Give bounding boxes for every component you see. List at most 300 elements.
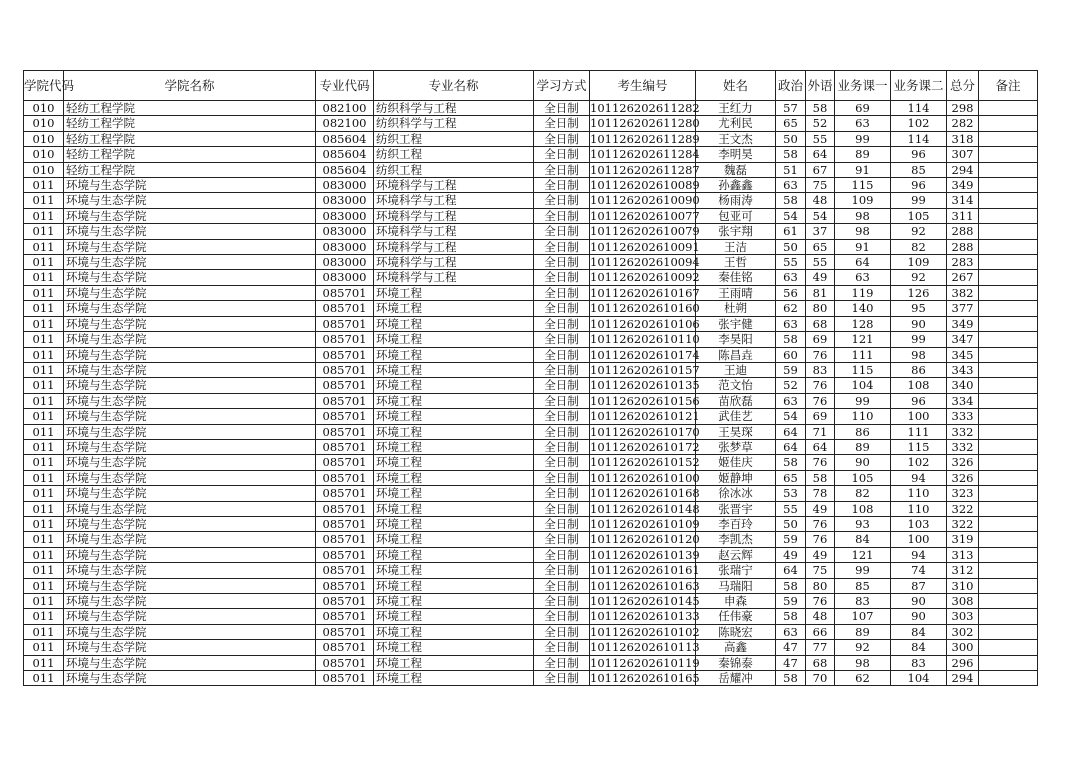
subject-2-score-cell: 114 — [891, 131, 947, 146]
table-row — [24, 516, 1038, 531]
major-code-cell: 085701 — [316, 563, 374, 578]
student-name-cell: 徐冰冰 — [696, 486, 776, 501]
admission-table — [23, 70, 1038, 686]
remarks-cell — [979, 101, 1038, 116]
college-code-cell: 011 — [24, 270, 64, 285]
subject-2-score-cell: 84 — [891, 624, 947, 639]
college-name-cell: 环境与生态学院 — [64, 393, 316, 408]
study-mode-cell: 全日制 — [534, 239, 590, 254]
candidate-id-cell: 101126202610106 — [590, 316, 700, 331]
subject-1-score-cell: 91 — [835, 239, 891, 254]
subject-1-score-cell: 98 — [835, 655, 891, 670]
college-name-cell: 环境与生态学院 — [64, 193, 316, 208]
politics-score-cell: 58 — [776, 332, 806, 347]
subject-2-score-cell: 90 — [891, 594, 947, 609]
college-name-cell: 环境与生态学院 — [64, 270, 316, 285]
politics-score-cell: 64 — [776, 563, 806, 578]
study-mode-cell: 全日制 — [534, 255, 590, 270]
candidate-id-cell: 101126202610094 — [590, 255, 700, 270]
table-row — [24, 131, 1038, 146]
major-name-cell: 环境工程 — [374, 332, 534, 347]
college-code-cell: 011 — [24, 486, 64, 501]
major-code-cell: 085701 — [316, 470, 374, 485]
remarks-cell — [979, 439, 1038, 454]
politics-score-cell: 57 — [776, 101, 806, 116]
total-score-cell: 302 — [947, 624, 979, 639]
subject-2-score-cell: 96 — [891, 147, 947, 162]
candidate-id-cell: 101126202610091 — [590, 239, 700, 254]
subject-1-score-cell: 92 — [835, 640, 891, 655]
candidate-id-cell: 101126202610161 — [590, 563, 700, 578]
candidate-id-cell: 101126202610079 — [590, 224, 700, 239]
politics-score-cell: 52 — [776, 378, 806, 393]
study-mode-cell: 全日制 — [534, 532, 590, 547]
major-code-cell: 085604 — [316, 147, 374, 162]
major-code-cell: 085701 — [316, 362, 374, 377]
subject-1-score-cell: 90 — [835, 455, 891, 470]
college-name-cell: 轻纺工程学院 — [64, 162, 316, 177]
subject-1-score-cell: 140 — [835, 301, 891, 316]
college-code-cell: 011 — [24, 578, 64, 593]
subject-2-score-cell: 100 — [891, 409, 947, 424]
subject-2-score-cell: 86 — [891, 362, 947, 377]
politics-score-cell: 54 — [776, 409, 806, 424]
major-name-cell: 环境工程 — [374, 609, 534, 624]
subject-2-score-cell: 82 — [891, 239, 947, 254]
student-name-cell: 马瑞阳 — [696, 578, 776, 593]
remarks-cell — [979, 378, 1038, 393]
table-row — [24, 224, 1038, 239]
politics-score-cell: 64 — [776, 439, 806, 454]
remarks-cell — [979, 516, 1038, 531]
subject-2-score-cell: 84 — [891, 640, 947, 655]
student-name-cell: 申森 — [696, 594, 776, 609]
college-name-cell: 环境与生态学院 — [64, 594, 316, 609]
college-name-cell: 环境与生态学院 — [64, 424, 316, 439]
study-mode-cell: 全日制 — [534, 147, 590, 162]
student-name-cell: 李明昊 — [696, 147, 776, 162]
candidate-id-cell: 101126202610077 — [590, 208, 700, 223]
college-name-cell: 环境与生态学院 — [64, 455, 316, 470]
subject-2-score-cell: 111 — [891, 424, 947, 439]
student-name-cell: 王洁 — [696, 239, 776, 254]
total-score-cell: 349 — [947, 316, 979, 331]
remarks-cell — [979, 316, 1038, 331]
college-name-cell: 环境与生态学院 — [64, 409, 316, 424]
politics-score-cell: 47 — [776, 640, 806, 655]
candidate-id-cell: 101126202610119 — [590, 655, 700, 670]
college-name-cell: 环境与生态学院 — [64, 378, 316, 393]
subject-2-score-cell: 110 — [891, 486, 947, 501]
major-code-cell: 085701 — [316, 332, 374, 347]
student-name-cell: 张宇健 — [696, 316, 776, 331]
college-name-cell: 环境与生态学院 — [64, 362, 316, 377]
foreign-language-score-cell: 77 — [806, 640, 835, 655]
major-name-cell: 环境工程 — [374, 362, 534, 377]
foreign-language-score-cell: 76 — [806, 516, 835, 531]
candidate-id-cell: 101126202610174 — [590, 347, 700, 362]
total-score-cell: 313 — [947, 547, 979, 562]
college-name-cell: 环境与生态学院 — [64, 671, 316, 686]
student-name-cell: 包亚可 — [696, 208, 776, 223]
foreign-language-score-cell: 69 — [806, 409, 835, 424]
table-row — [24, 193, 1038, 208]
major-name-cell: 环境工程 — [374, 316, 534, 331]
study-mode-cell: 全日制 — [534, 101, 590, 116]
table-row — [24, 563, 1038, 578]
table-row — [24, 532, 1038, 547]
candidate-id-cell: 101126202610110 — [590, 332, 700, 347]
major-name-cell: 环境工程 — [374, 516, 534, 531]
foreign-language-score-cell: 75 — [806, 563, 835, 578]
college-name-cell: 环境与生态学院 — [64, 470, 316, 485]
study-mode-cell: 全日制 — [534, 332, 590, 347]
college-code-cell: 011 — [24, 332, 64, 347]
college-name-cell: 环境与生态学院 — [64, 316, 316, 331]
study-mode-cell: 全日制 — [534, 671, 590, 686]
subject-1-score-cell: 89 — [835, 147, 891, 162]
remarks-cell — [979, 501, 1038, 516]
student-name-cell: 赵云辉 — [696, 547, 776, 562]
college-code-cell: 011 — [24, 316, 64, 331]
candidate-id-cell: 101126202610148 — [590, 501, 700, 516]
politics-score-cell: 63 — [776, 178, 806, 193]
total-score-cell: 349 — [947, 178, 979, 193]
col-header-subject-2: 业务课二 — [891, 71, 947, 101]
politics-score-cell: 58 — [776, 147, 806, 162]
remarks-cell — [979, 455, 1038, 470]
foreign-language-score-cell: 66 — [806, 624, 835, 639]
candidate-id-cell: 101126202611284 — [590, 147, 700, 162]
table-row — [24, 316, 1038, 331]
candidate-id-cell: 101126202610156 — [590, 393, 700, 408]
foreign-language-score-cell: 54 — [806, 208, 835, 223]
foreign-language-score-cell: 68 — [806, 316, 835, 331]
student-name-cell: 岳耀冲 — [696, 671, 776, 686]
subject-1-score-cell: 98 — [835, 224, 891, 239]
subject-2-score-cell: 104 — [891, 671, 947, 686]
candidate-id-cell: 101126202610152 — [590, 455, 700, 470]
college-code-cell: 011 — [24, 424, 64, 439]
total-score-cell: 333 — [947, 409, 979, 424]
student-name-cell: 杨雨涛 — [696, 193, 776, 208]
politics-score-cell: 55 — [776, 255, 806, 270]
total-score-cell: 319 — [947, 532, 979, 547]
politics-score-cell: 58 — [776, 193, 806, 208]
college-name-cell: 环境与生态学院 — [64, 547, 316, 562]
major-code-cell: 085604 — [316, 131, 374, 146]
student-name-cell: 张梦草 — [696, 439, 776, 454]
remarks-cell — [979, 655, 1038, 670]
subject-2-score-cell: 105 — [891, 208, 947, 223]
major-code-cell: 083000 — [316, 193, 374, 208]
college-code-cell: 011 — [24, 455, 64, 470]
student-name-cell: 王雨晴 — [696, 285, 776, 300]
candidate-id-cell: 101126202610160 — [590, 301, 700, 316]
subject-1-score-cell: 63 — [835, 270, 891, 285]
subject-1-score-cell: 62 — [835, 671, 891, 686]
table-row — [24, 362, 1038, 377]
subject-1-score-cell: 121 — [835, 332, 891, 347]
major-code-cell: 085701 — [316, 516, 374, 531]
major-code-cell: 085701 — [316, 578, 374, 593]
major-name-cell: 环境工程 — [374, 594, 534, 609]
college-code-cell: 011 — [24, 393, 64, 408]
subject-2-score-cell: 126 — [891, 285, 947, 300]
politics-score-cell: 59 — [776, 532, 806, 547]
college-code-cell: 011 — [24, 671, 64, 686]
study-mode-cell: 全日制 — [534, 316, 590, 331]
major-name-cell: 纺织工程 — [374, 131, 534, 146]
remarks-cell — [979, 162, 1038, 177]
student-name-cell: 李凯杰 — [696, 532, 776, 547]
college-code-cell: 011 — [24, 624, 64, 639]
politics-score-cell: 65 — [776, 470, 806, 485]
remarks-cell — [979, 424, 1038, 439]
subject-2-score-cell: 114 — [891, 101, 947, 116]
subject-1-score-cell: 63 — [835, 116, 891, 131]
total-score-cell: 267 — [947, 270, 979, 285]
table-row — [24, 301, 1038, 316]
subject-1-score-cell: 89 — [835, 439, 891, 454]
student-name-cell: 王文杰 — [696, 131, 776, 146]
subject-1-score-cell: 64 — [835, 255, 891, 270]
study-mode-cell: 全日制 — [534, 116, 590, 131]
subject-1-score-cell: 91 — [835, 162, 891, 177]
remarks-cell — [979, 347, 1038, 362]
remarks-cell — [979, 409, 1038, 424]
major-name-cell: 环境工程 — [374, 532, 534, 547]
major-name-cell: 环境工程 — [374, 578, 534, 593]
subject-2-score-cell: 110 — [891, 501, 947, 516]
foreign-language-score-cell: 76 — [806, 347, 835, 362]
remarks-cell — [979, 578, 1038, 593]
study-mode-cell: 全日制 — [534, 516, 590, 531]
student-name-cell: 王红力 — [696, 101, 776, 116]
subject-2-score-cell: 103 — [891, 516, 947, 531]
remarks-cell — [979, 609, 1038, 624]
major-code-cell: 085701 — [316, 409, 374, 424]
major-code-cell: 085701 — [316, 671, 374, 686]
major-name-cell: 环境工程 — [374, 285, 534, 300]
major-name-cell: 纺织工程 — [374, 162, 534, 177]
table-row — [24, 439, 1038, 454]
subject-2-score-cell: 102 — [891, 116, 947, 131]
foreign-language-score-cell: 71 — [806, 424, 835, 439]
major-name-cell: 环境工程 — [374, 671, 534, 686]
major-code-cell: 085701 — [316, 316, 374, 331]
college-code-cell: 011 — [24, 563, 64, 578]
college-name-cell: 轻纺工程学院 — [64, 101, 316, 116]
total-score-cell: 343 — [947, 362, 979, 377]
subject-1-score-cell: 119 — [835, 285, 891, 300]
major-code-cell: 083000 — [316, 270, 374, 285]
college-name-cell: 环境与生态学院 — [64, 332, 316, 347]
politics-score-cell: 58 — [776, 671, 806, 686]
politics-score-cell: 60 — [776, 347, 806, 362]
college-code-cell: 011 — [24, 224, 64, 239]
total-score-cell: 332 — [947, 439, 979, 454]
major-name-cell: 环境工程 — [374, 409, 534, 424]
subject-1-score-cell: 84 — [835, 532, 891, 547]
foreign-language-score-cell: 37 — [806, 224, 835, 239]
major-name-cell: 环境工程 — [374, 378, 534, 393]
remarks-cell — [979, 624, 1038, 639]
col-header-college-code: 学院代码 — [24, 71, 64, 101]
college-name-cell: 轻纺工程学院 — [64, 131, 316, 146]
remarks-cell — [979, 532, 1038, 547]
subject-1-score-cell: 105 — [835, 470, 891, 485]
student-name-cell: 苗欣磊 — [696, 393, 776, 408]
remarks-cell — [979, 208, 1038, 223]
remarks-cell — [979, 486, 1038, 501]
remarks-cell — [979, 640, 1038, 655]
subject-1-score-cell: 99 — [835, 131, 891, 146]
major-code-cell: 085701 — [316, 439, 374, 454]
major-name-cell: 环境科学与工程 — [374, 224, 534, 239]
total-score-cell: 334 — [947, 393, 979, 408]
college-code-cell: 011 — [24, 470, 64, 485]
college-name-cell: 环境与生态学院 — [64, 501, 316, 516]
student-name-cell: 孙鑫鑫 — [696, 178, 776, 193]
subject-2-score-cell: 90 — [891, 316, 947, 331]
foreign-language-score-cell: 58 — [806, 470, 835, 485]
total-score-cell: 312 — [947, 563, 979, 578]
subject-2-score-cell: 100 — [891, 532, 947, 547]
study-mode-cell: 全日制 — [534, 439, 590, 454]
table-row — [24, 455, 1038, 470]
remarks-cell — [979, 270, 1038, 285]
college-name-cell: 环境与生态学院 — [64, 347, 316, 362]
total-score-cell: 377 — [947, 301, 979, 316]
student-name-cell: 范文怡 — [696, 378, 776, 393]
student-name-cell: 陈晓宏 — [696, 624, 776, 639]
major-name-cell: 纺织科学与工程 — [374, 101, 534, 116]
major-name-cell: 环境工程 — [374, 393, 534, 408]
politics-score-cell: 50 — [776, 516, 806, 531]
remarks-cell — [979, 671, 1038, 686]
foreign-language-score-cell: 55 — [806, 131, 835, 146]
total-score-cell: 382 — [947, 285, 979, 300]
college-name-cell: 环境与生态学院 — [64, 516, 316, 531]
politics-score-cell: 58 — [776, 455, 806, 470]
college-code-cell: 011 — [24, 285, 64, 300]
study-mode-cell: 全日制 — [534, 501, 590, 516]
college-code-cell: 011 — [24, 239, 64, 254]
student-name-cell: 杜朔 — [696, 301, 776, 316]
subject-2-score-cell: 92 — [891, 270, 947, 285]
major-code-cell: 083000 — [316, 224, 374, 239]
politics-score-cell: 65 — [776, 116, 806, 131]
study-mode-cell: 全日制 — [534, 470, 590, 485]
subject-1-score-cell: 109 — [835, 193, 891, 208]
total-score-cell: 307 — [947, 147, 979, 162]
study-mode-cell: 全日制 — [534, 301, 590, 316]
subject-1-score-cell: 89 — [835, 624, 891, 639]
total-score-cell: 300 — [947, 640, 979, 655]
candidate-id-cell: 101126202610163 — [590, 578, 700, 593]
candidate-id-cell: 101126202610145 — [590, 594, 700, 608]
subject-1-score-cell: 86 — [835, 424, 891, 439]
major-name-cell: 环境工程 — [374, 455, 534, 470]
student-name-cell: 秦佳铭 — [696, 270, 776, 285]
foreign-language-score-cell: 76 — [806, 532, 835, 547]
college-name-cell: 环境与生态学院 — [64, 486, 316, 501]
col-header-candidate-id: 考生编号 — [590, 71, 696, 101]
politics-score-cell: 63 — [776, 316, 806, 331]
subject-2-score-cell: 96 — [891, 178, 947, 193]
politics-score-cell: 61 — [776, 224, 806, 239]
major-name-cell: 环境科学与工程 — [374, 178, 534, 193]
student-name-cell: 张晋宇 — [696, 501, 776, 516]
total-score-cell: 288 — [947, 239, 979, 254]
table-row — [24, 594, 1038, 609]
politics-score-cell: 59 — [776, 362, 806, 377]
major-code-cell: 082100 — [316, 116, 374, 131]
study-mode-cell: 全日制 — [534, 285, 590, 300]
subject-2-score-cell: 115 — [891, 439, 947, 454]
remarks-cell — [979, 147, 1038, 162]
candidate-id-cell: 101126202611280 — [590, 116, 700, 131]
college-code-cell: 011 — [24, 516, 64, 531]
subject-2-score-cell: 108 — [891, 378, 947, 393]
major-code-cell: 083000 — [316, 178, 374, 193]
candidate-id-cell: 101126202610135 — [590, 378, 700, 393]
remarks-cell — [979, 224, 1038, 239]
politics-score-cell: 47 — [776, 655, 806, 670]
remarks-cell — [979, 193, 1038, 208]
college-name-cell: 轻纺工程学院 — [64, 147, 316, 162]
college-code-cell: 011 — [24, 362, 64, 377]
candidate-id-cell: 101126202610139 — [590, 547, 700, 562]
total-score-cell: 314 — [947, 193, 979, 208]
remarks-cell — [979, 362, 1038, 377]
table-row — [24, 285, 1038, 300]
college-name-cell: 轻纺工程学院 — [64, 116, 316, 131]
study-mode-cell: 全日制 — [534, 409, 590, 424]
major-name-cell: 环境工程 — [374, 624, 534, 639]
candidate-id-cell: 101126202610092 — [590, 270, 700, 285]
politics-score-cell: 59 — [776, 594, 806, 609]
college-code-cell: 011 — [24, 547, 64, 562]
politics-score-cell: 56 — [776, 285, 806, 300]
college-name-cell: 环境与生态学院 — [64, 224, 316, 239]
candidate-id-cell: 101126202610121 — [590, 409, 700, 424]
table-row — [24, 255, 1038, 270]
student-name-cell: 王迪 — [696, 362, 776, 377]
major-code-cell: 083000 — [316, 208, 374, 223]
college-name-cell: 环境与生态学院 — [64, 255, 316, 270]
college-code-cell: 011 — [24, 193, 64, 208]
table-row — [24, 655, 1038, 670]
college-name-cell: 环境与生态学院 — [64, 532, 316, 547]
subject-2-score-cell: 85 — [891, 162, 947, 177]
foreign-language-score-cell: 48 — [806, 609, 835, 624]
subject-2-score-cell: 96 — [891, 393, 947, 408]
study-mode-cell: 全日制 — [534, 624, 590, 639]
total-score-cell: 310 — [947, 578, 979, 593]
major-code-cell: 083000 — [316, 255, 374, 270]
major-code-cell: 085701 — [316, 609, 374, 624]
college-code-cell: 011 — [24, 655, 64, 670]
study-mode-cell: 全日制 — [534, 393, 590, 408]
major-code-cell: 085701 — [316, 486, 374, 501]
total-score-cell: 288 — [947, 224, 979, 239]
foreign-language-score-cell: 76 — [806, 594, 835, 609]
foreign-language-score-cell: 49 — [806, 547, 835, 562]
foreign-language-score-cell: 81 — [806, 285, 835, 300]
table-row — [24, 147, 1038, 162]
